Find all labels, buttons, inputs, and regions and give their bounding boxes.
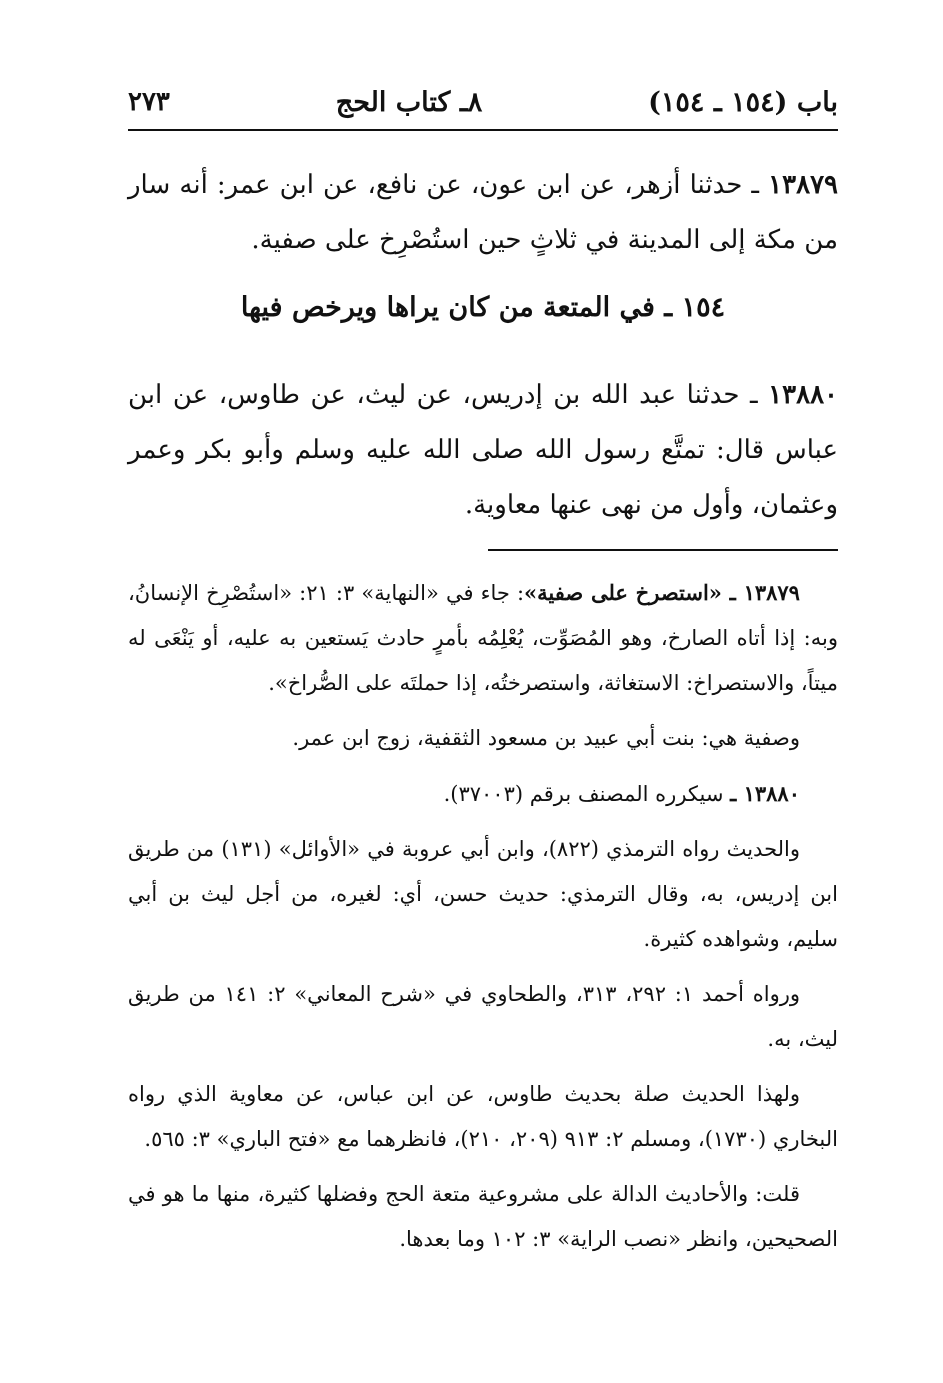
footnote-paragraph: وصفية هي: بنت أبي عبيد بن مسعود الثقفية، زوج ابن عمر. [292, 726, 800, 750]
page-header [128, 80, 838, 124]
hadith-text: ـ حدثنا عبد الله بن إدريس، عن ليث، عن طاوس، عن ابن عباس قال: تمتَّع رسول الله صلى الله عليه وسلم وأبو بكر وعمر وعثمان، وأول من نهى عنها معاوية. [128, 380, 838, 520]
hadith-number: ١٣٨٧٩ [768, 170, 838, 200]
footnote-text: : جاء في «النهاية» ٣: ٢١: «استُصْرِخ الإنسانُ، وبه: إذا أتاه الصارخ، وهو المُصَوِّت، يُعْلِمُه بأمرٍ حادث يَستعين به عليه، أو يَنْعَى له ميتاً، والاستصراخ: الاستغاثة، واستصرختُه، إذا حملتَه على الصُّراخ». [128, 581, 838, 695]
footnote-paragraph: قلت: والأحاديث الدالة على مشروعية متعة الحج وفضلها كثيرة، منها ما هو في الصحيحين، وانظر «نصب الراية» ٣: ١٠٢ وما بعدها. [128, 1182, 838, 1251]
footnote-paragraph: ولهذا الحديث صلة بحديث طاوس، عن ابن عباس، عن معاوية الذي رواه البخاري (١٧٣٠)، ومسلم ٢: ٩١٣ (٢٠٩، ٢١٠)، فانظرهما مع «فتح الباري» ٣: ٥٦٥. [128, 1082, 838, 1151]
page-number: ٢٧٣ [128, 87, 170, 117]
footnote-lead: ١٣٨٨٠ ـ [730, 781, 800, 806]
footnotes [128, 570, 838, 1272]
footnote-paragraph: ورواه أحمد ١: ٢٩٢، ٣١٣، والطحاوي في «شرح المعاني» ٢: ١٤١ من طريق ليث، به. [128, 982, 838, 1051]
footnote-paragraph: والحديث رواه الترمذي (٨٢٢)، وابن أبي عروبة في «الأوائل» (١٣١) من طريق ابن إدريس، به، وقال الترمذي: حديث حسن، أي: لغيره، من أجل ليث بن أبي سليم، وشواهده كثيرة. [128, 837, 838, 951]
footnote-13879 [128, 570, 838, 706]
section-heading: ١٥٤ ـ في المتعة من كان يراها ويرخص فيها [240, 292, 726, 323]
hadith-text: ـ حدثنا أزهر، عن ابن عون، عن نافع، عن ابن عمر: أنه سار من مكة إلى المدينة في ثلاثٍ حين استُصْرِخ على صفية. [128, 170, 838, 255]
footnote-lead: ١٣٨٧٩ ـ «استصرخ على صفية» [524, 580, 800, 605]
hadith-number: ١٣٨٨٠ [768, 380, 838, 410]
hadith-13880 [128, 368, 838, 533]
book-title: ٨ـ كتاب الحج [335, 86, 483, 118]
header-rule [128, 129, 838, 131]
hadith-13879 [128, 158, 838, 268]
footnote-separator [488, 549, 838, 551]
chapter-range: باب (١٥٤ ـ ١٥٤) [648, 86, 838, 118]
footnote-13880 [128, 771, 838, 817]
footnote-text: سيكرره المصنف برقم (٣٧٠٠٣). [443, 782, 731, 806]
